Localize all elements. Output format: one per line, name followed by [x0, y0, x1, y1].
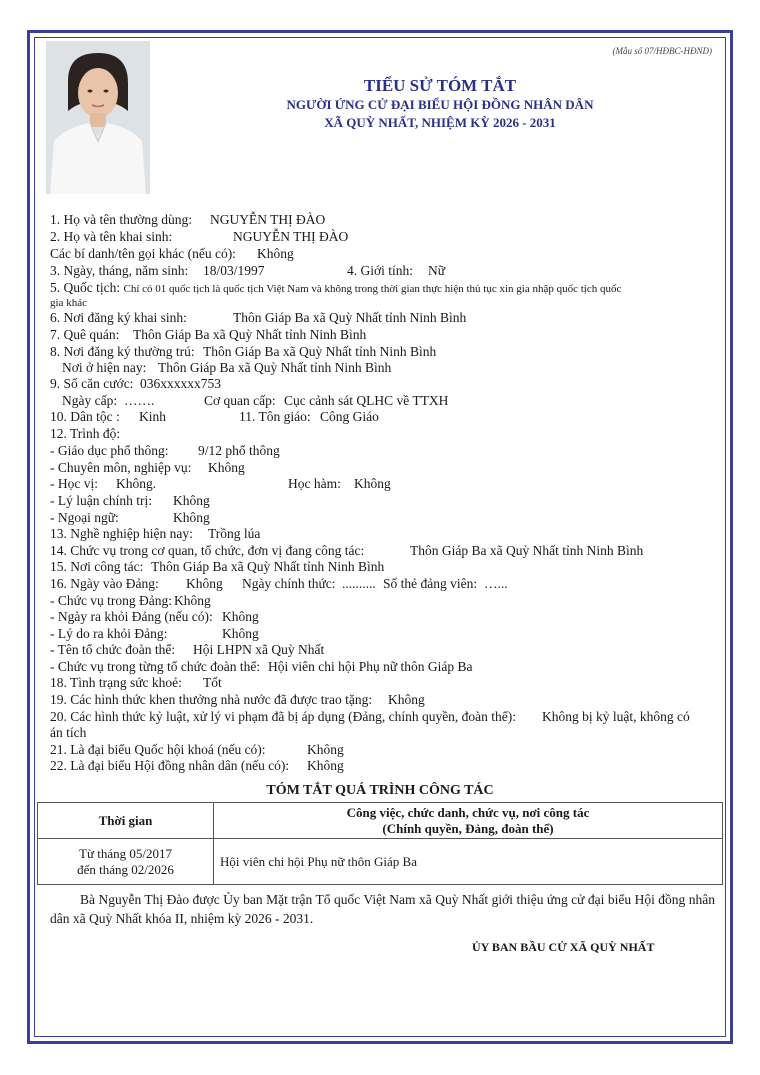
field-8: 8. Nơi đăng ký thường trú: Thôn Giáp Ba xã Quỳ Nhất tỉnh Ninh Bình	[50, 344, 437, 359]
form-code: (Mẫu số 07/HĐBC-HĐND)	[612, 46, 712, 56]
field-12d: Học hàm:	[288, 476, 341, 491]
field-16b: Ngày chính thức:	[242, 576, 336, 591]
col-time-header: Thời gian	[38, 803, 214, 839]
field-14: 14. Chức vụ trong cơ quan, tổ chức, đơn vị đang công tác: Thôn Giáp Ba xã Quỳ Nhất tỉnh Ninh Bình	[50, 543, 644, 558]
field-17: - Tên tổ chức đoàn thể: Hội LHPN xã Quỳ Nhất	[50, 642, 325, 657]
row-desc: Hội viên chi hội Phụ nữ thôn Giáp Ba	[214, 839, 723, 885]
field-4: 4. Giới tính:	[347, 263, 414, 278]
field-16c: Số thẻ đảng viên:	[383, 576, 478, 591]
field-22: 22. Là đại biểu Hội đồng nhân dân (nếu có): Không	[50, 758, 344, 773]
field-9: 9. Số căn cước: 036xxxxxx753	[50, 376, 221, 391]
work-history-table	[37, 802, 723, 885]
field-7: 7. Quê quán: Thôn Giáp Ba xã Quỳ Nhất tỉnh Ninh Bình	[50, 327, 367, 342]
field-12: 12. Trình độ:	[50, 426, 121, 441]
field-11: 11. Tôn giáo:	[239, 409, 311, 424]
field-5-cont: gia khác	[50, 297, 87, 309]
field-10: 10. Dân tộc : Kinh 11. Tôn giáo: Công Giáo	[50, 409, 379, 424]
field-19: 19. Các hình thức khen thưởng nhà nước đã được trao tặng: Không	[50, 692, 425, 707]
work-section-title: TÓM TẮT QUÁ TRÌNH CÔNG TÁC	[266, 783, 494, 798]
field-5: 5. Quốc tịch: Chỉ có 01 quốc tịch là quốc tịch Việt Nam và không trong thời gian thực hiện thủ tục xin gia nhập quốc tịch quốc	[50, 280, 622, 295]
field-12f: - Ngoại ngữ: Không	[50, 510, 210, 525]
field-2-value: NGUYỄN THỊ ĐÀO	[233, 229, 349, 244]
row-time: Từ tháng 05/2017 đến tháng 02/2026	[38, 839, 214, 885]
field-1: 1. Họ và tên thường dùng: NGUYỄN THỊ ĐÀO	[50, 212, 326, 227]
field-16f: - Lý do ra khỏi Đảng: Không	[50, 626, 259, 641]
col-desc-header: Công việc, chức danh, chức vụ, nơi công tác (Chính quyền, Đảng, đoàn thể)	[214, 803, 723, 839]
field-2b: Các bí danh/tên gọi khác (nếu có): Không	[50, 246, 294, 261]
field-15: 15. Nơi công tác: Thôn Giáp Ba xã Quỳ Nhất tỉnh Ninh Bình	[50, 559, 385, 574]
field-3: 3. Ngày, tháng, năm sinh: 18/03/1997 4. Giới tính: Nữ	[50, 263, 446, 278]
field-2: 2. Họ và tên khai sinh: NGUYỄN THỊ ĐÀO	[50, 229, 349, 244]
field-21: 21. Là đại biểu Quốc hội khoá (nếu có): Không	[50, 742, 344, 757]
field-17b: - Chức vụ trong từng tổ chức đoàn thể: Hội viên chi hội Phụ nữ thôn Giáp Ba	[50, 659, 473, 674]
field-18: 18. Tình trạng sức khoẻ: Tốt	[50, 675, 222, 690]
field-16: 16. Ngày vào Đảng: Không Ngày chính thức: .......... Số thẻ đảng viên: …...	[50, 576, 508, 591]
doc-subtitle-1: NGƯỜI ỨNG CỬ ĐẠI BIỂU HỘI ĐỒNG NHÂN DÂN	[286, 97, 594, 112]
field-16e: - Ngày ra khỏi Đảng (nếu có): Không	[50, 609, 259, 624]
intro-paragraph: Bà Nguyễn Thị Đào được Ủy ban Mặt trận Tổ quốc Việt Nam xã Quỳ Nhất giới thiệu ứng cử đại biểu Hội đồng nhân dân xã Quỳ Nhất khóa II, nhiệm kỳ 2026 - 2031.	[50, 892, 715, 926]
field-12a: - Giáo dục phổ thông: 9/12 phổ thông	[50, 443, 280, 458]
table-row	[38, 839, 723, 885]
portrait-photo	[46, 41, 150, 194]
field-20-cont: án tích	[50, 725, 87, 740]
field-20: 20. Các hình thức kỷ luật, xử lý vi phạm đã bị áp dụng (Đảng, chính quyền, đoàn thể): Không bị kỷ luật, không có	[50, 709, 690, 724]
doc-title: TIỂU SỬ TÓM TẮT	[363, 76, 517, 95]
field-1-value: NGUYỄN THỊ ĐÀO	[210, 212, 326, 227]
field-8b: Nơi ở hiện nay: Thôn Giáp Ba xã Quỳ Nhất tỉnh Ninh Bình	[62, 360, 392, 375]
field-6: 6. Nơi đăng ký khai sinh: Thôn Giáp Ba xã Quỳ Nhất tỉnh Ninh Bình	[50, 310, 467, 325]
field-16d: - Chức vụ trong Đảng: Không	[50, 593, 211, 608]
field-12c: - Học vị: Không. Học hàm: Không	[50, 476, 391, 491]
field-9c: Cơ quan cấp:	[204, 393, 276, 408]
field-9b: Ngày cấp: ……. Cơ quan cấp: Cục cảnh sát QLHC về TTXH	[62, 393, 449, 408]
field-13: 13. Nghề nghiệp hiện nay: Trồng lúa	[50, 526, 261, 541]
table-header-row	[38, 803, 723, 839]
field-12b: - Chuyên môn, nghiệp vụ: Không	[50, 460, 245, 475]
field-12e: - Lý luận chính trị: Không	[50, 493, 210, 508]
signature-org: ỦY BAN BẦU CỬ XÃ QUỲ NHẤT	[472, 940, 655, 954]
doc-subtitle-2: XÃ QUỲ NHẤT, NHIỆM KỲ 2026 - 2031	[324, 115, 556, 130]
